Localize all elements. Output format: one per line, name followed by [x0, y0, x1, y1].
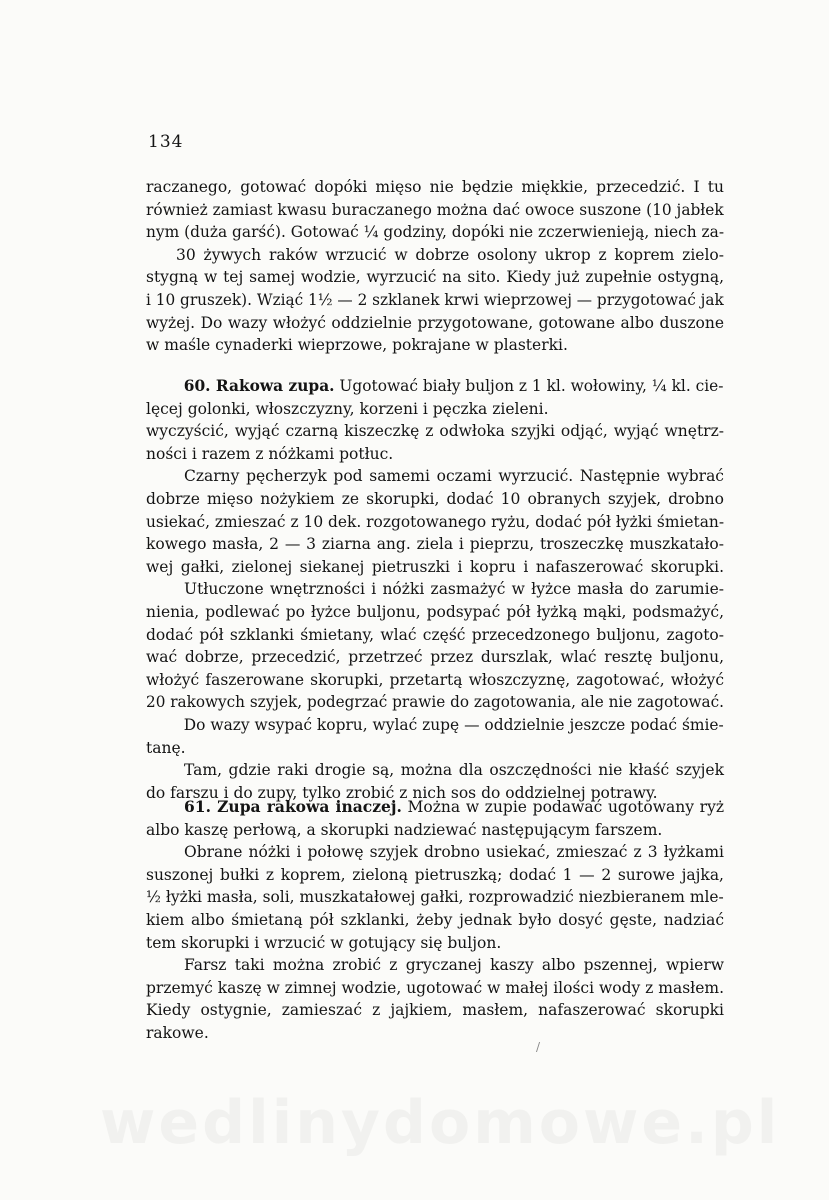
recipe-heading-rest: Ugotować biały buljon z 1 kl. wołowiny, ¼ kl. cie-	[334, 377, 724, 395]
intro-paragraph	[146, 176, 724, 357]
text-line: Tam, gdzie raki drogie są, można dla oszczędności nie kłaść szyjek	[184, 761, 724, 780]
text-line: przemyć kaszę w zimnej wodzie, ugotować w małej ilości wody z masłem.	[146, 978, 724, 997]
text-line: wyczyścić, wyjąć czarną kiszeczkę z odwłoka szyjki odjąć, wyjąć wnętrz-	[146, 422, 724, 441]
text-line: włożyć faszerowane skorupki, przetartą włoszczyznę, zagotować, włożyć	[146, 670, 724, 689]
text-line: wyżej. Do wazy włożyć oddzielnie przygotowane, gotowane albo duszone	[146, 313, 724, 332]
recipe-heading: 60. Rakowa zupa.	[183, 376, 335, 395]
text-line: kowego masła, 2 — 3 ziarna ang. ziela i pieprzu, troszeczkę muszkatało-	[146, 535, 724, 554]
text-line: Do wazy wsypać kopru, wylać zupę — oddzielnie jeszcze podać śmie-	[183, 715, 724, 734]
text-line	[146, 375, 724, 398]
text-line: Czarny pęcherzyk pod samemi oczami wyrzucić. Następnie wybrać	[184, 467, 724, 486]
watermark: wedlinydomowe.pl	[100, 1088, 781, 1158]
recipe-heading: 61. Zupa rakowa inaczej.	[184, 797, 402, 816]
text-line: nienia, podlewać po łyżce buljonu, podsypać pół łyżką mąki, podsmażyć,	[146, 602, 724, 621]
text-line: rakowe.	[146, 1023, 209, 1042]
text-line: Obrane nóżki i połowę szyjek drobno usiekać, zmieszać z 3 łyżkami	[184, 843, 724, 862]
recipe-61	[146, 796, 724, 1045]
text-line: wać dobrze, przecedzić, przetrzeć przez durszlak, wlać resztę buljonu,	[146, 648, 724, 667]
recipe-60	[146, 375, 724, 804]
text-line: ności i razem z nóżkami potłuc.	[146, 444, 394, 463]
page-number: 134	[148, 132, 184, 152]
text-line: ½ łyżki masła, soli, muszkatałowej gałki, rozprowadzić niezbieranem mle-	[146, 888, 724, 907]
text-line: suszonej bułki z koprem, zieloną pietruszką; dodać 1 — 2 surowe jajka,	[146, 865, 724, 884]
text-line: nym (duża garść). Gotować ¼ godziny, dopóki nie zczerwienieją, niech za-	[146, 223, 725, 242]
text-line: Farsz taki można zrobić z gryczanej kaszy albo pszennej, wpierw	[184, 956, 724, 975]
text-line: tem skorupki i wrzucić w gotujący się buljon.	[146, 933, 502, 952]
text-line: i 10 gruszek). Wziąć 1½ — 2 szklanek krwi wieprzowej — przygotować jak	[146, 290, 724, 309]
text-line: albo kaszę perłową, a skorupki nadziewać następującym farszem.	[146, 820, 663, 839]
text-line: 30 żywych raków wrzucić w dobrze osolony ukrop z koprem zielo-	[176, 245, 724, 264]
text-line: stygną w tej samej wodzie, wyrzucić na sito. Kiedy już zupełnie ostygną,	[146, 268, 724, 287]
text-line: również zamiast kwasu buraczanego można dać owoce suszone (10 jabłek	[146, 200, 724, 219]
text-line: w maśle cynaderki wieprzowe, pokrajane w plasterki.	[146, 336, 568, 355]
text-line: do farszu i do zupy, tylko zrobić z nich sos do oddzielnej potrawy.	[146, 783, 658, 802]
text-line: kiem albo śmietaną pół szklanki, żeby jednak było dosyć gęste, nadziać	[146, 910, 724, 929]
text-line: tanę.	[146, 738, 186, 757]
text-line: dobrze mięso nożykiem ze skorupki, dodać 10 obranych szyjek, drobno	[146, 489, 724, 508]
text-line: 20 rakowych szyjek, podegrzać prawie do zagotowania, ale nie zagotować.	[146, 693, 724, 712]
text-line: Kiedy ostygnie, zamieszać z jajkiem, masłem, nafaszerować skorupki	[146, 1001, 724, 1020]
text-line: usiekać, zmieszać z 10 dek. rozgotowanego ryżu, dodać pół łyżki śmietan-	[146, 512, 725, 531]
stray-pen-mark: /	[536, 1040, 541, 1054]
text-line: wej gałki, zielonej siekanej pietruszki i kopru i nafaszerować skorupki.	[146, 557, 724, 576]
text-line	[146, 796, 724, 819]
text-line: dodać pół szklanki śmietany, wlać część przecedzonego buljonu, zagoto-	[146, 625, 724, 644]
recipe-heading-rest: Można w zupie podawać ugotowany ryż	[401, 798, 725, 816]
text-line: raczanego, gotować dopóki mięso nie będzie miękkie, przecedzić. I tu	[146, 178, 724, 196]
text-line: lęcej golonki, włoszczyzny, korzeni i pęczka zieleni.	[146, 399, 549, 418]
text-line: Utłuczone wnętrzności i nóżki zasmażyć w łyżce masła do zarumie-	[184, 580, 724, 599]
